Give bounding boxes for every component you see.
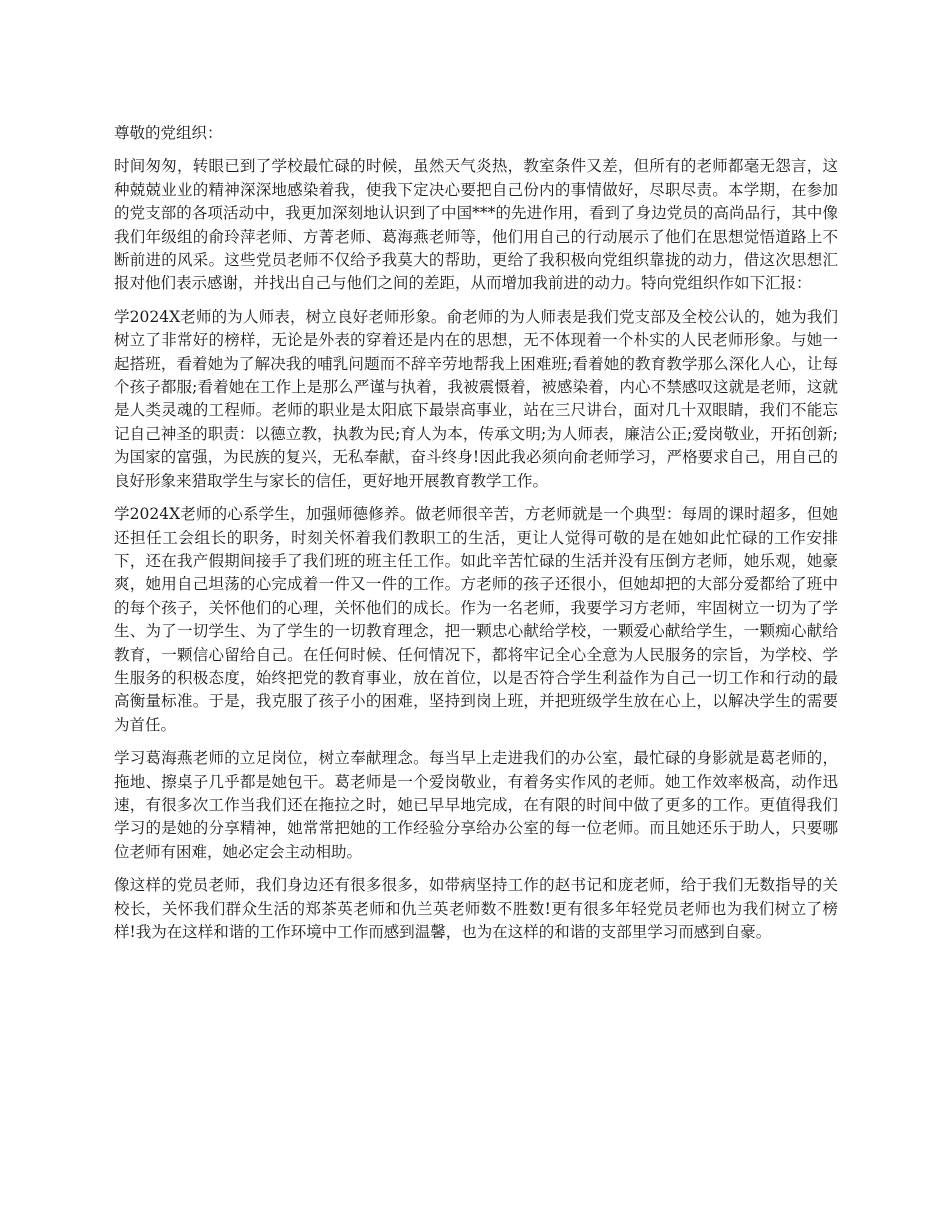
salutation: 尊敬的党组织： — [114, 124, 223, 142]
paragraph-closing: 像这样的党员老师，我们身边还有很多很多，如带病坚持工作的赵书记和庞老师，给于我们无数指导的关校长，关怀我们群众生活的郑茶英老师和仇兰英老师数不胜数!更有很多年轻党员老师也为我们树立了榜样!我为在这样和谐的工作环境中工作而感到温馨，也为在这样的和谐的支部里学习而感到自豪。 — [114, 876, 838, 941]
paragraph-fang-teacher: 学2024X老师的心系学生，加强师德修养。做老师很辛苦，方老师就是一个典型：每周的课时超多，但她还担任工会组长的职务，时刻关怀着我们教职工的生活，更让人觉得可敬的是在她如此忙碌的工作安排下，还在我产假期间接手了我们班的班主任工作。如此辛苦忙碌的生活并没有压倒方老师，她乐观，她豪爽，她用自己坦荡的心完成着一件又一件的工作。方老师的孩子还很小，但她却把的大部分爱都给了班中的每个孩子，关怀他们的心理，关怀他们的成长。作为一名老师，我要学习方老师，牢固树立一切为了学生、为了一切学生、为了学生的一切教育理念，把一颗忠心献给学校，一颗爱心献给学生，一颗痴心献给教育，一颗信心留给自己。在任何时候、任何情况下，都将牢记全心全意为人民服务的宗旨，为学校、学生服务的积极态度，始终把党的教育事业，放在首位，以是否符合学生利益作为自己一切工作和行动的最高衡量标准。于是，我克服了孩子小的困难，坚持到岗上班，并把班级学生放在心上，以解决学生的需要为首任。 — [114, 505, 838, 734]
paragraph-ge-teacher: 学习葛海燕老师的立足岗位，树立奉献理念。每当早上走进我们的办公室，最忙碌的身影就是葛老师的，拖地、擦桌子几乎都是她包干。葛老师是一个爱岗敬业，有着务实作风的老师。她工作效率极高，动作迅速，有很多次工作当我们还在拖拉之时，她已早早地完成，在有限的时间中做了更多的工作。更值得我们学习的是她的分享精神，她常常把她的工作经验分享给办公室的每一位老师。而且她还乐于助人，只要哪位老师有困难，她必定会主动相助。 — [114, 749, 838, 861]
paragraph-intro: 时间匆匆，转眼已到了学校最忙碌的时候，虽然天气炎热，教室条件又差，但所有的老师都毫无怨言，这种兢兢业业的精神深深地感染着我，使我下定决心要把自己份内的事情做好，尽职尽责。本学期，在参加的党支部的各项活动中，我更加深刻地认识到了中国***的先进作用，看到了身边党员的高尚品行，其中像我们年级组的俞玲萍老师、方菁老师、葛海燕老师等，他们用自己的行动展示了他们在思想觉悟道路上不断前进的风采。这些党员老师不仅给予我莫大的帮助，更给了我积极向党组织靠拢的动力，借这次思想汇报对他们表示感谢，并找出自己与他们之间的差距，从而增加我前进的动力。特向党组织作如下汇报： — [114, 157, 838, 293]
paragraph-yu-teacher: 学2024X老师的为人师表，树立良好老师形象。俞老师的为人师表是我们党支部及全校公认的，她为我们树立了非常好的榜样，无论是外表的穿着还是内在的思想，无不体现着一个朴实的人民老师形象。与她一起搭班，看着她为了解决我的哺乳问题而不辞辛劳地帮我上困难班;看着她的教育教学那么深化人心，让每个孩子都服;看着她在工作上是那么严谨与执着，我被震慑着，被感染着，内心不禁感叹这就是老师，这就是人类灵魂的工程师。老师的职业是太阳底下最崇高事业，站在三尺讲台，面对几十双眼睛，我们不能忘记自己神圣的职责：以德立教，执教为民;育人为本，传承文明;为人师表，廉洁公正;爱岗敬业，开拓创新;为国家的富强，为民族的复兴，无私奉献，奋斗终身!因此我必须向俞老师学习，严格要求自己，用自己的良好形象来猎取学生与家长的信任，更好地开展教育教学工作。 — [114, 307, 838, 490]
document-page — [114, 122, 838, 954]
